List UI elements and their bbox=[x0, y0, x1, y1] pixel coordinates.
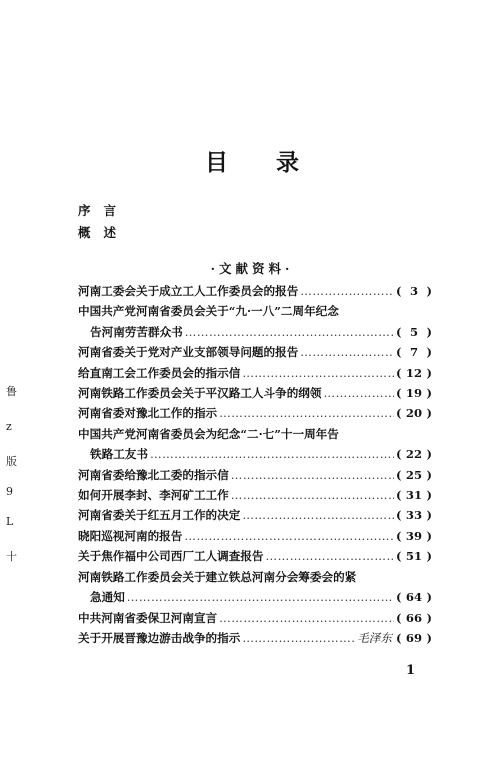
toc-entry bbox=[78, 363, 432, 383]
margin-mark: 鲁 bbox=[6, 385, 17, 398]
toc-entry-title: 关于焦作福中公司西厂工人调查报告 bbox=[78, 549, 264, 564]
margin-mark: L bbox=[6, 515, 14, 528]
toc-line bbox=[78, 608, 432, 628]
toc-page-number: 51 bbox=[405, 549, 423, 564]
toc-page-number: 33 bbox=[405, 508, 423, 523]
toc-entry bbox=[78, 465, 432, 485]
toc-line bbox=[78, 403, 432, 423]
toc-page-number: 7 bbox=[409, 345, 419, 360]
toc-line bbox=[78, 322, 432, 342]
toc-entry-title: 河南铁路工作委员会关于平汉路工人斗争的纲领 bbox=[78, 386, 322, 401]
toc-entry-page: ( 5 ) bbox=[396, 322, 432, 342]
toc-entry bbox=[78, 628, 432, 648]
toc-page-number: 39 bbox=[405, 528, 423, 543]
toc-line bbox=[78, 587, 432, 607]
toc-entry-title: 河南工委会关于成立工人工作委员会的报告 bbox=[78, 284, 299, 298]
toc-entry-title: 铁路工友书 bbox=[90, 447, 148, 462]
toc-leader-dots bbox=[242, 505, 394, 525]
toc-leader-dots bbox=[219, 403, 394, 423]
toc-entry-title: 中国共产党河南省委员会为纪念“二·七”十一周年告 bbox=[78, 426, 339, 441]
toc-list bbox=[78, 281, 432, 648]
toc-entry-author: 毛泽东 bbox=[357, 630, 392, 645]
toc-entry bbox=[78, 485, 432, 505]
front-matter-preface: 序言 bbox=[78, 203, 130, 218]
toc-line bbox=[78, 505, 432, 525]
toc-entry bbox=[78, 424, 432, 465]
toc-leader-dots bbox=[266, 546, 394, 566]
toc-leader-dots bbox=[300, 342, 394, 362]
toc-line bbox=[78, 301, 432, 321]
toc-entry bbox=[78, 383, 432, 403]
toc-page-number: 3 bbox=[409, 284, 419, 298]
toc-page-number: 12 bbox=[405, 365, 423, 380]
margin-mark: 十 bbox=[6, 550, 17, 563]
toc-entry-page: ( 64 ) bbox=[396, 587, 432, 607]
toc-leader-dots bbox=[231, 485, 394, 505]
margin-mark: 9 bbox=[6, 485, 13, 498]
toc-entry-title: 河南省委对豫北工作的指示 bbox=[78, 406, 218, 421]
toc-page-number: 20 bbox=[405, 406, 423, 421]
toc-entry bbox=[78, 403, 432, 423]
toc-entry bbox=[78, 608, 432, 628]
toc-entry bbox=[78, 301, 432, 342]
toc-entry-page: ( 25 ) bbox=[396, 465, 432, 485]
toc-line bbox=[78, 465, 432, 485]
toc-leader-dots bbox=[127, 587, 394, 607]
toc-entry-title: 给直南工会工作委员会的指示信 bbox=[78, 365, 241, 380]
toc-entry-title: 急通知 bbox=[90, 590, 125, 605]
toc-entry-title: 河南省委给豫北工委的指示信 bbox=[78, 467, 229, 482]
toc-leader-dots bbox=[185, 322, 394, 342]
toc-page-number: 66 bbox=[405, 610, 423, 625]
toc-entry-title: 河南省委关于党对产业支部领导问题的报告 bbox=[78, 345, 299, 360]
toc-page-number: 22 bbox=[405, 447, 423, 462]
toc-leader-dots bbox=[150, 444, 394, 464]
toc-line bbox=[78, 628, 432, 648]
toc-page-number: 19 bbox=[405, 386, 423, 401]
toc-entry-page: ( 69 ) bbox=[396, 628, 432, 648]
toc-entry-page: ( 19 ) bbox=[396, 383, 432, 403]
toc-entry-title: 如何开展李封、李河矿工工作 bbox=[78, 488, 229, 503]
page-title: 目 录 bbox=[204, 149, 319, 176]
toc-entry-page: ( 33 ) bbox=[396, 505, 432, 525]
toc-entry bbox=[78, 505, 432, 525]
toc-entry-title: 河南铁路工作委员会关于建立铁总河南分会筹委会的紧 bbox=[78, 569, 357, 584]
toc-line bbox=[78, 342, 432, 362]
toc-leader-dots bbox=[242, 628, 355, 648]
toc-leader-dots bbox=[242, 363, 394, 383]
toc-line bbox=[78, 526, 432, 546]
front-matter-overview: 概述 bbox=[78, 225, 130, 240]
toc-entry-title: 告河南劳苦群众书 bbox=[90, 324, 183, 339]
toc-line bbox=[78, 546, 432, 566]
toc-entry-page: ( 31 ) bbox=[396, 485, 432, 505]
toc-leader-dots bbox=[300, 281, 394, 301]
toc-line bbox=[78, 567, 432, 587]
margin-mark: 版 bbox=[6, 455, 17, 468]
toc-entry-title: 中共河南省委保卫河南宣言 bbox=[78, 610, 218, 625]
toc-line bbox=[78, 383, 432, 403]
toc-leader-dots bbox=[231, 465, 394, 485]
toc-entry-title: 河南省委关于红五月工作的决定 bbox=[78, 508, 241, 523]
toc-line bbox=[78, 485, 432, 505]
toc-page-number: 64 bbox=[405, 590, 423, 605]
toc-page-number: 31 bbox=[405, 488, 423, 503]
toc-entry bbox=[78, 342, 432, 362]
toc-entry bbox=[78, 546, 432, 566]
toc-leader-dots bbox=[323, 383, 394, 403]
toc-entry-page: ( 3 ) bbox=[396, 281, 432, 301]
toc-page-number: 5 bbox=[409, 324, 419, 339]
toc-entry-page: ( 66 ) bbox=[396, 608, 432, 628]
section-heading: ·文献资料· bbox=[210, 261, 294, 276]
toc-leader-dots bbox=[184, 526, 394, 546]
toc-entry-page: ( 12 ) bbox=[396, 363, 432, 383]
toc-line bbox=[78, 363, 432, 383]
toc-entry-page: ( 22 ) bbox=[396, 444, 432, 464]
toc-line bbox=[78, 424, 432, 444]
page-number: 1 bbox=[406, 663, 416, 678]
toc-entry bbox=[78, 567, 432, 608]
toc-page-number: 69 bbox=[405, 630, 423, 645]
toc-entry-page: ( 39 ) bbox=[396, 526, 432, 546]
toc-entry-page: ( 20 ) bbox=[396, 403, 432, 423]
toc-entry-title: 中国共产党河南省委员会关于“九·一八”二周年纪念 bbox=[78, 304, 339, 319]
margin-mark: z bbox=[6, 420, 12, 433]
toc-entry-title: 晓阳巡视河南的报告 bbox=[78, 528, 183, 543]
toc-entry bbox=[78, 281, 432, 301]
toc-line bbox=[78, 444, 432, 464]
toc-entry-page: ( 7 ) bbox=[396, 342, 432, 362]
toc-leader-dots bbox=[219, 608, 394, 628]
toc-line bbox=[78, 281, 432, 301]
toc-page-number: 25 bbox=[405, 467, 423, 482]
toc-entry-page: ( 51 ) bbox=[396, 546, 432, 566]
toc-entry-title: 关于开展晋豫边游击战争的指示 bbox=[78, 630, 241, 645]
toc-entry bbox=[78, 526, 432, 546]
